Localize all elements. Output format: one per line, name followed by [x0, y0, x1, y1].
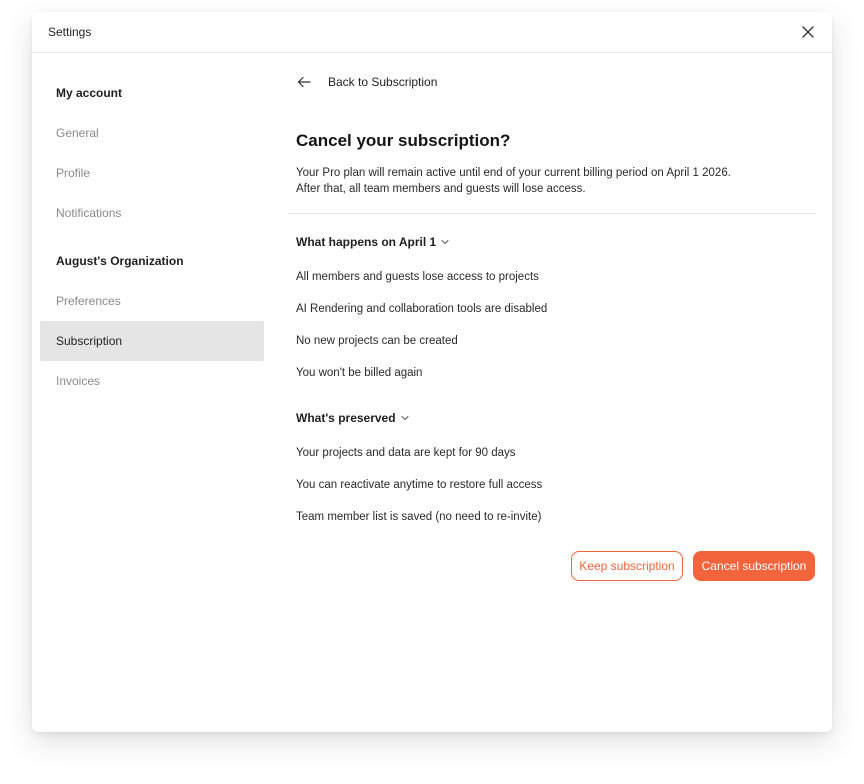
sidebar-item-notifications[interactable]: Notifications [56, 206, 122, 220]
section-title: What happens on April 1 [296, 235, 437, 249]
sidebar-item-profile[interactable]: Profile [56, 166, 91, 180]
list-item: Your projects and data are kept for 90 days [296, 447, 516, 459]
cancel-subscription-button[interactable]: Cancel subscription [693, 551, 815, 581]
modal-title: Settings [48, 25, 92, 39]
page-title: Cancel your subscription? [296, 131, 511, 150]
list-item: You won't be billed again [296, 367, 423, 379]
close-button[interactable] [798, 22, 818, 42]
sidebar [40, 73, 264, 401]
chevron-down-icon [400, 413, 410, 423]
list-item: AI Rendering and collaboration tools are disabled [296, 303, 548, 315]
chevron-down-icon [440, 237, 450, 247]
modal-header [32, 12, 832, 53]
keep-subscription-button[interactable]: Keep subscription [571, 551, 683, 581]
settings-modal [32, 12, 832, 732]
description-line: Your Pro plan will remain active until end of your current billing period on April 1 2026. [296, 167, 731, 179]
sidebar-item-subscription[interactable]: Subscription [40, 321, 264, 361]
list-item: You can reactivate anytime to restore full access [296, 479, 543, 491]
sidebar-item-preferences[interactable]: Preferences [56, 294, 121, 308]
section-toggle-what-happens[interactable] [296, 234, 450, 250]
cancel-description [296, 165, 816, 197]
list-item: No new projects can be created [296, 335, 458, 347]
back-to-subscription-link[interactable] [296, 72, 437, 92]
divider [288, 213, 816, 214]
sidebar-item-invoices[interactable]: Invoices [56, 374, 101, 388]
sidebar-item-general[interactable]: General [56, 126, 99, 140]
back-link-label: Back to Subscription [328, 75, 438, 89]
sidebar-group-my-account: My account [56, 86, 123, 100]
list-item: All members and guests lose access to projects [296, 271, 539, 283]
sidebar-gap [40, 233, 264, 241]
close-icon [801, 25, 815, 39]
sidebar-group-organization: August's Organization [56, 254, 184, 268]
list-item: Team member list is saved (no need to re-invite) [296, 511, 542, 523]
description-line: After that, all team members and guests will lose access. [296, 183, 586, 195]
arrow-left-icon [296, 74, 312, 90]
section-title: What's preserved [296, 411, 396, 425]
section-toggle-whats-preserved[interactable] [296, 410, 410, 426]
